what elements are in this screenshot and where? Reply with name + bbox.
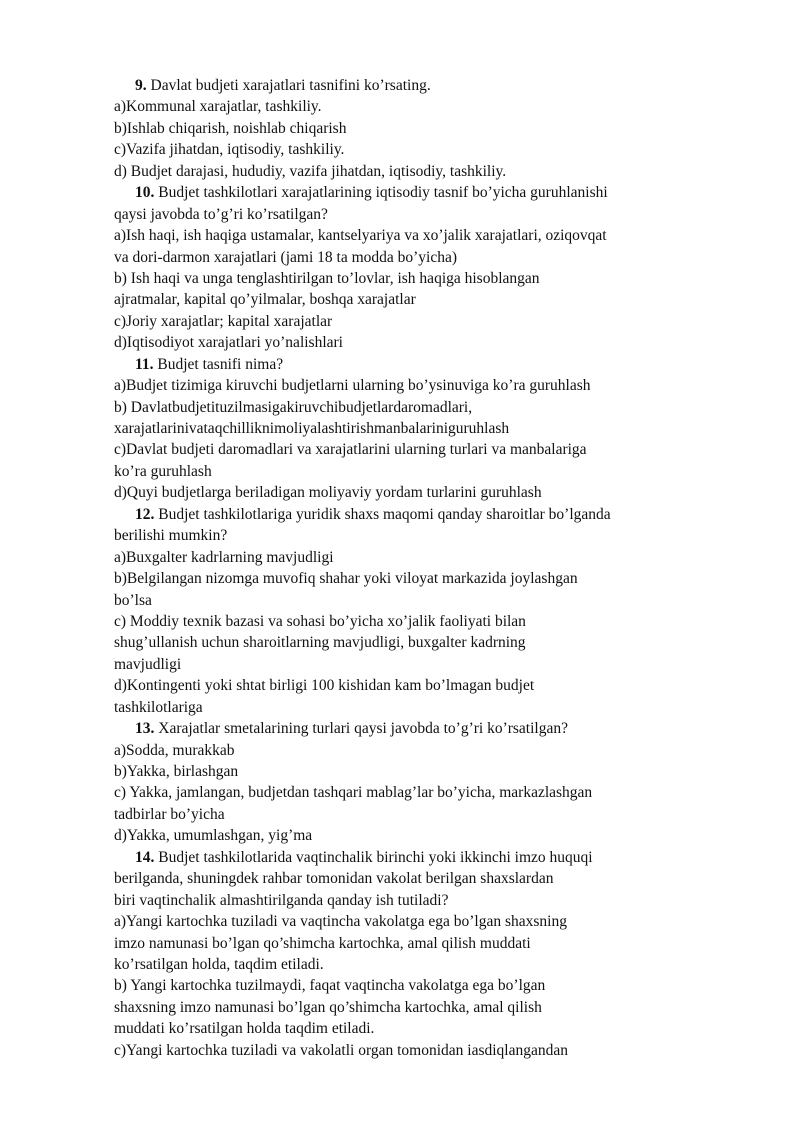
answer-option-b: b)Yakka, birlashgan <box>114 763 239 780</box>
question-number: 9. <box>135 77 147 94</box>
question-number: 14. <box>135 848 155 866</box>
answer-option-b: b)Ishlab chiqarish, noishlab chiqarish <box>114 119 347 137</box>
answer-option-c: c)Davlat budjeti daromadlari va xarajatlarini ularning turlari va manbalariga ko’ra guruhlash <box>114 441 587 480</box>
question-13 <box>114 718 674 847</box>
answer-option-a: a)Ish haqi, ish haqiga ustamalar, kantselyariya va xo’jalik xarajatlari, oziqovqat va dori-darmon xarajatlari (jami 18 ta modda bo’yicha) <box>114 227 607 266</box>
answer-option-d: d)Iqtisodiyot xarajatlari yo’nalishlari <box>114 334 343 352</box>
answer-option-d: d)Kontingenti yoki shtat birligi 100 kishidan kam bo’lmagan budjet tashkilotlariga <box>114 677 535 716</box>
answer-option-b: b) Davlatbudjetituzilmasigakiruvchibudjetlardaromadlari, xarajatlarinivataqchilliknimoliyalashtirishmanbalariniguruhlash <box>114 398 510 437</box>
answer-option-a: a)Kommunal xarajatlar, tashkiliy. <box>114 98 322 116</box>
question-number: 12. <box>135 505 155 523</box>
answer-option-d: d)Yakka, umumlashgan, yig’ma <box>114 827 313 845</box>
question-text-continued: biri vaqtinchalik almashtirilganda qanday ish tutiladi? <box>114 891 449 909</box>
question-text: 12. Budjet tashkilotlariga yuridik shaxs maqomi qanday sharoitlar bo’lganda <box>135 505 611 523</box>
answer-option-b: b)Belgilangan nizomga muvofiq shahar yoki viloyat markazida joylashgan bo’lsa <box>114 570 578 609</box>
answer-option-c: c) Moddiy texnik bazasi va sohasi bo’yicha xo’jalik faoliyati bilan shug’ullanish uchun sharoitlarning mavjudligi, buxgalter kadrning mavjudligi <box>114 612 526 673</box>
question-text-continued: qaysi javobda to’g’ri ko’rsatilgan? <box>114 205 328 223</box>
question-text: 13. Xarajatlar smetalarining turlari qaysi javobda to’g’ri ko’rsatilgan? <box>135 720 568 738</box>
answer-option-c: c)Joriy xarajatlar; kapital xarajatlar <box>114 312 333 330</box>
answer-option-c: c)Yangi kartochka tuziladi va vakolatli organ tomonidan iasdiqlangandan <box>114 1041 568 1059</box>
question-12 <box>114 504 674 718</box>
answer-option-a: a)Sodda, murakkab <box>114 741 235 759</box>
answer-option-d: d)Quyi budjetlarga beriladigan moliyaviy yordam turlarini guruhlash <box>114 484 542 502</box>
question-list <box>114 75 674 1061</box>
question-number: 10. <box>135 184 155 202</box>
question-number: 11. <box>135 355 154 373</box>
answer-option-d: d) Budjet darajasi, hududiy, vazifa jihatdan, iqtisodiy, tashkiliy. <box>114 162 507 180</box>
question-text: 10. Budjet tashkilotlari xarajatlarining iqtisodiy tasnif bo’yicha guruhlanishi <box>135 184 608 202</box>
question-11 <box>114 354 674 504</box>
question-text-continued: berilganda, shuningdek rahbar tomonidan vakolat berilgan shaxslardan <box>114 870 554 888</box>
question-text-continued: berilishi mumkin? <box>114 527 228 545</box>
question-text: 9. Davlat budjeti xarajatlari tasnifini ko’rsating. <box>135 77 431 94</box>
question-9 <box>114 75 674 182</box>
answer-option-a: a)Budjet tizimiga kiruvchi budjetlarni ularning bo’ysinuviga ko’ra guruhlash <box>114 377 591 395</box>
answer-option-c: c)Vazifa jihatdan, iqtisodiy, tashkiliy. <box>114 141 345 159</box>
answer-option-b: b) Ish haqi va unga tenglashtirilgan to’lovlar, ish haqiga hisoblangan ajratmalar, kapital qo’yilmalar, boshqa xarajatlar <box>114 269 540 309</box>
answer-option-b: b) Yangi kartochka tuzilmaydi, faqat vaqtincha vakolatga ega bo’lgan shaxsning imzo namunasi bo’lgan qo’shimcha kartochka, amal qilish muddati ko’rsatilgan holda taqdim etiladi. <box>114 977 546 1038</box>
question-10 <box>114 182 674 354</box>
question-14 <box>114 847 674 1061</box>
answer-option-a: a)Yangi kartochka tuziladi va vaqtincha vakolatga ega bo’lgan shaxsning imzo namunasi bo’lgan qo’shimcha kartochka, amal qilish muddati ko’rsatilgan holda, taqdim etiladi. <box>114 913 567 973</box>
question-text: 14. Budjet tashkilotlarida vaqtinchalik birinchi yoki ikkinchi imzo huquqi <box>135 848 593 866</box>
question-text: 11. Budjet tasnifi nima? <box>135 355 284 373</box>
answer-option-c: c) Yakka, jamlangan, budjetdan tashqari mablag’lar bo’yicha, markazlashgan tadbirlar bo’yicha <box>114 784 593 823</box>
question-number: 13. <box>135 720 155 738</box>
answer-option-a: a)Buxgalter kadrlarning mavjudligi <box>114 548 334 566</box>
